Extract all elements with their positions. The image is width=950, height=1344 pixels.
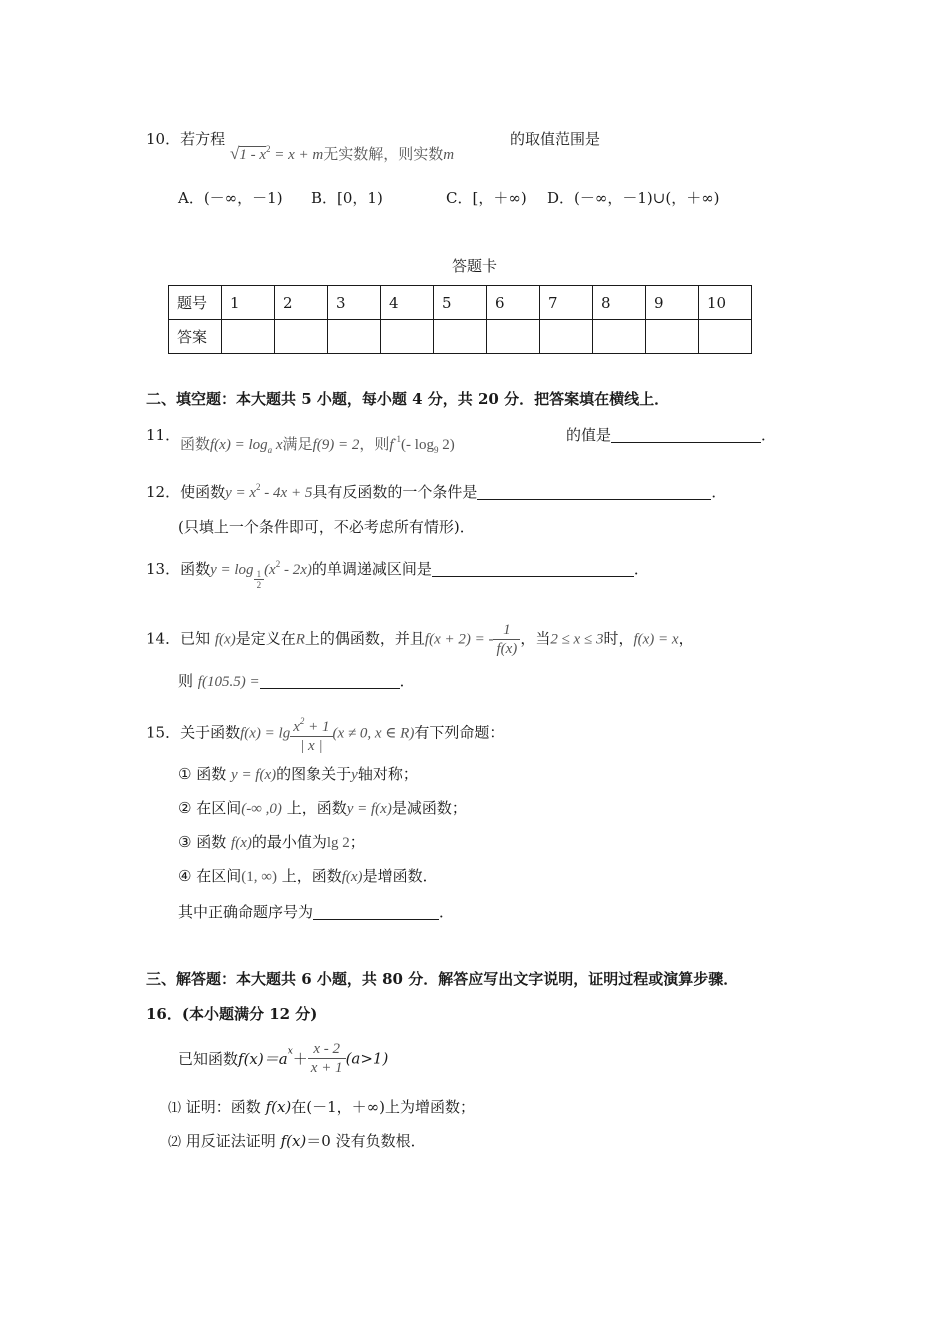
q12-answer-blank[interactable] xyxy=(477,485,711,500)
q11-end: ． xyxy=(761,426,777,444)
answer-card-number: 8 xyxy=(593,286,646,320)
q15-item-a: 函数 xyxy=(196,765,227,783)
q14-frac-den: f(x) xyxy=(496,641,518,657)
q15-expr-b: (x ≠ 0, x ∈ R) xyxy=(332,725,415,742)
q16-fraction xyxy=(308,1040,346,1077)
q13-line xyxy=(146,558,649,590)
q16-p1-mark: ⑴ xyxy=(168,1101,182,1116)
q15-item-1 xyxy=(178,763,418,784)
q12-expr: y = x xyxy=(225,485,257,501)
q11-text-c: ，则 xyxy=(359,437,390,453)
q13-log-base xyxy=(254,569,265,590)
q14-answer-blank[interactable] xyxy=(260,674,400,689)
q14-text-e: 时， xyxy=(603,629,634,648)
q13-expr-a: y = log xyxy=(210,562,254,578)
answer-card-table xyxy=(168,285,752,354)
q15-item-e2: lg 2 xyxy=(326,835,350,851)
q15-item-4 xyxy=(178,865,438,886)
q14-text-a: 已知 xyxy=(180,629,211,648)
q15-item-mark: ③ xyxy=(178,833,192,851)
answer-card-number: 2 xyxy=(275,286,328,320)
answer-cell[interactable] xyxy=(699,320,752,354)
q14-fraction xyxy=(493,621,520,658)
q12-expr-b: - 4x + 5 xyxy=(260,485,313,501)
q11-answer-blank[interactable] xyxy=(611,428,761,443)
q15-fraction xyxy=(290,712,332,755)
q13-text-b: 的单调递减区间是 xyxy=(311,560,432,578)
q15-end: ． xyxy=(439,903,455,921)
q13-end: ． xyxy=(633,560,649,578)
q16-part1 xyxy=(168,1096,475,1117)
q15-frac-den: | x | xyxy=(300,738,323,754)
q15-item-c: ； xyxy=(349,833,365,851)
q14-text-f: ， xyxy=(678,629,694,648)
q12-line xyxy=(146,481,726,502)
q11-number: 11． xyxy=(146,426,181,444)
q10-var-m: m xyxy=(443,147,455,163)
q10-text-c: 的取值范围是 xyxy=(510,130,601,148)
answer-cell[interactable] xyxy=(328,320,381,354)
q11-tail xyxy=(566,424,776,445)
q14-line2-a: 则 xyxy=(178,672,194,690)
q16-frac-num: x - 2 xyxy=(308,1040,346,1059)
answer-cell[interactable] xyxy=(381,320,434,354)
q15-closing-text: 其中正确命题序号为 xyxy=(178,903,314,921)
q11-text-b: 满足 xyxy=(282,437,313,453)
answer-card-number: 5 xyxy=(434,286,487,320)
q16-p2-a: 用反证法证明 xyxy=(181,1132,281,1150)
q11-expr-a: f(x) = log xyxy=(210,437,268,453)
q11-expr-d: f xyxy=(389,437,394,453)
q10-exp: 2 xyxy=(266,144,271,154)
q14-text-c: 上的偶函数，并且 xyxy=(304,629,425,648)
q12-note: (只填上一个条件即可，不必考虑所有情形)． xyxy=(178,518,475,536)
q16-exp: x xyxy=(287,1046,293,1057)
q15-frac-num-wrap xyxy=(290,712,332,737)
q11-expr-c: f(9) = 2 xyxy=(312,437,360,453)
q15-item-b: 上，函数 xyxy=(281,867,342,885)
q10-number: 10． xyxy=(146,130,181,148)
q13-base-den: 2 xyxy=(256,580,262,590)
q13-expr-c: - 2x) xyxy=(280,562,312,578)
answer-card-number: 6 xyxy=(487,286,540,320)
answer-cell[interactable] xyxy=(646,320,699,354)
answer-card-number: 10 xyxy=(699,286,752,320)
q15-item-b: 的最小值为 xyxy=(251,833,327,851)
q12-number: 12． xyxy=(146,483,181,501)
q16-p2-mark: ⑵ xyxy=(168,1135,182,1150)
q13-exp: 2 xyxy=(275,559,281,569)
q16-p1-a: 证明：函数 xyxy=(181,1098,266,1116)
answer-card-number: 7 xyxy=(540,286,593,320)
q16-p1-e: f(x) xyxy=(265,1098,292,1116)
q16-frac-den: x + 1 xyxy=(310,1060,343,1076)
q16-p1-b: 在(－1，＋∞)上为增函数； xyxy=(291,1098,476,1116)
q16-function xyxy=(178,1040,388,1077)
q10-line xyxy=(146,128,225,149)
q14-frac-num: 1 xyxy=(493,621,520,640)
q14-line2 xyxy=(178,670,415,691)
q15-line xyxy=(146,712,504,755)
q16-expr-a: f(x)＝a xyxy=(238,1050,288,1068)
q13-answer-blank[interactable] xyxy=(432,562,634,577)
q10-eq-rest: = x + m xyxy=(270,147,324,163)
q11-expr-b: x xyxy=(272,437,283,453)
q15-item-b: 的图象关于 xyxy=(276,765,352,783)
q16-p2-b: ＝0 没有负数根． xyxy=(306,1132,426,1150)
q14-expr-d: f(x) = x xyxy=(633,631,679,648)
q14-expr-r: R xyxy=(295,631,305,648)
q12-end: ． xyxy=(711,483,727,501)
answer-card-label-answer: 答案 xyxy=(169,320,222,354)
q10-text-b: 无实数解，则实数 xyxy=(323,147,444,163)
q15-item-mark: ① xyxy=(178,765,192,783)
q14-line xyxy=(146,621,694,658)
answer-cell[interactable] xyxy=(540,320,593,354)
q15-item-e2: f(x) xyxy=(341,869,363,885)
q11-expr-e: (- log xyxy=(401,437,434,453)
q15-text-b: 有下列命题： xyxy=(414,723,505,742)
q16-text-a: 已知函数 xyxy=(178,1050,239,1068)
q15-answer-blank[interactable] xyxy=(313,905,439,920)
q15-item-a: 函数 xyxy=(196,833,227,851)
q16-header xyxy=(146,1003,317,1024)
q15-item-e2: y = f(x) xyxy=(346,801,392,817)
q10-equation xyxy=(230,143,454,164)
q15-item-e1: f(x) xyxy=(231,835,252,851)
q12-text-b: 具有反函数的一个条件是 xyxy=(312,483,478,501)
q13-number: 13． xyxy=(146,560,181,578)
q10-option-c: C．[，＋∞) xyxy=(446,189,527,207)
q10-sqrt-content: 1 - x xyxy=(239,147,266,163)
answer-card-number: 4 xyxy=(381,286,434,320)
q15-item-mark: ④ xyxy=(178,867,192,885)
q11-exp: -1 xyxy=(393,434,402,444)
answer-card-number: 9 xyxy=(646,286,699,320)
q14-expr-e: f(105.5) = xyxy=(197,674,260,690)
q10-option-b: B．[0，1) xyxy=(311,189,383,207)
section3-heading: 三、解答题：本大题共 6 小题，共 80 分．解答应写出文字说明，证明过程或演算步骤． xyxy=(146,970,739,988)
q16-number: 16． xyxy=(146,1005,182,1023)
q12-text-a: 使函数 xyxy=(180,483,226,501)
answer-cell[interactable] xyxy=(222,320,275,354)
q14-expr-b: f(x + 2) = - xyxy=(424,631,494,648)
q15-item-e1: y = f(x) xyxy=(231,767,277,783)
answer-card-number: 3 xyxy=(328,286,381,320)
q14-end: ． xyxy=(399,672,415,690)
answer-card-row-answers xyxy=(169,320,752,354)
q14-text-d: ，当 xyxy=(520,629,551,648)
q14-text-b: 是定义在 xyxy=(235,629,296,648)
q16-title: (本小题满分 12 分) xyxy=(181,1005,318,1023)
q12-exp: 2 xyxy=(256,482,261,492)
q15-frac-num: x xyxy=(293,719,300,735)
sqrt-icon: √ xyxy=(230,144,240,163)
q11-text-d: 的值是 xyxy=(566,426,612,444)
answer-card-title: 答题卡 xyxy=(452,257,498,275)
answer-card-label-number: 题号 xyxy=(169,286,222,320)
q16-p2-e: f(x) xyxy=(280,1132,307,1150)
q16-plus: ＋ xyxy=(292,1050,308,1068)
q10-text-a: 若方程 xyxy=(180,130,226,148)
q15-item-e2: y xyxy=(351,767,358,783)
answer-cell[interactable] xyxy=(275,320,328,354)
q15-expr-a: f(x) = lg xyxy=(240,725,291,742)
answer-cell[interactable] xyxy=(593,320,646,354)
q11-expr-f: 2) xyxy=(438,437,455,453)
q14-expr-c: 2 ≤ x ≤ 3 xyxy=(550,631,604,648)
q15-text-a: 关于函数 xyxy=(180,723,241,742)
q15-item-c: 轴对称； xyxy=(357,765,418,783)
q15-exp: 2 xyxy=(299,716,305,726)
q15-number: 15． xyxy=(146,723,181,742)
q14-number: 14． xyxy=(146,629,181,648)
q11-line xyxy=(180,433,455,455)
q11-base2: 9 xyxy=(433,445,439,455)
q10-option-a: A．(－∞，－1) xyxy=(178,189,283,207)
q15-item-c: 是增函数． xyxy=(362,867,438,885)
q13-expr-b: (x xyxy=(264,562,276,578)
q15-item-2 xyxy=(178,797,467,818)
answer-cell[interactable] xyxy=(487,320,540,354)
answer-card-row-numbers xyxy=(169,286,752,320)
q13-base-num: 1 xyxy=(254,569,265,580)
answer-cell[interactable] xyxy=(434,320,487,354)
q13-text-a: 函数 xyxy=(180,560,211,578)
q15-item-b: 上，函数 xyxy=(286,799,347,817)
q15-item-e1: (-∞ ,0) xyxy=(241,801,282,817)
section2-heading: 二、填空题：本大题共 5 小题，每小题 4 分，共 20 分．把答案填在横线上． xyxy=(146,390,670,408)
q15-item-e1: (1, ∞) xyxy=(241,869,277,885)
answer-card-number: 1 xyxy=(222,286,275,320)
q14-expr-a: f(x) xyxy=(214,631,236,648)
q15-closing xyxy=(178,901,454,922)
q10-option-d: D．(－∞，－1)∪(，＋∞) xyxy=(547,189,720,207)
q11-text-a: 函数 xyxy=(180,437,211,453)
q15-item-a: 在区间 xyxy=(196,799,242,817)
q15-item-mark: ② xyxy=(178,799,192,817)
q15-item-a: 在区间 xyxy=(196,867,242,885)
q11-base: a xyxy=(267,445,273,455)
q15-item-3 xyxy=(178,831,365,852)
q16-cond: (a>1) xyxy=(345,1049,389,1068)
q15-item-c: 是减函数； xyxy=(391,799,467,817)
q15-frac-num-b: + 1 xyxy=(304,719,330,735)
q16-part2 xyxy=(168,1130,426,1151)
